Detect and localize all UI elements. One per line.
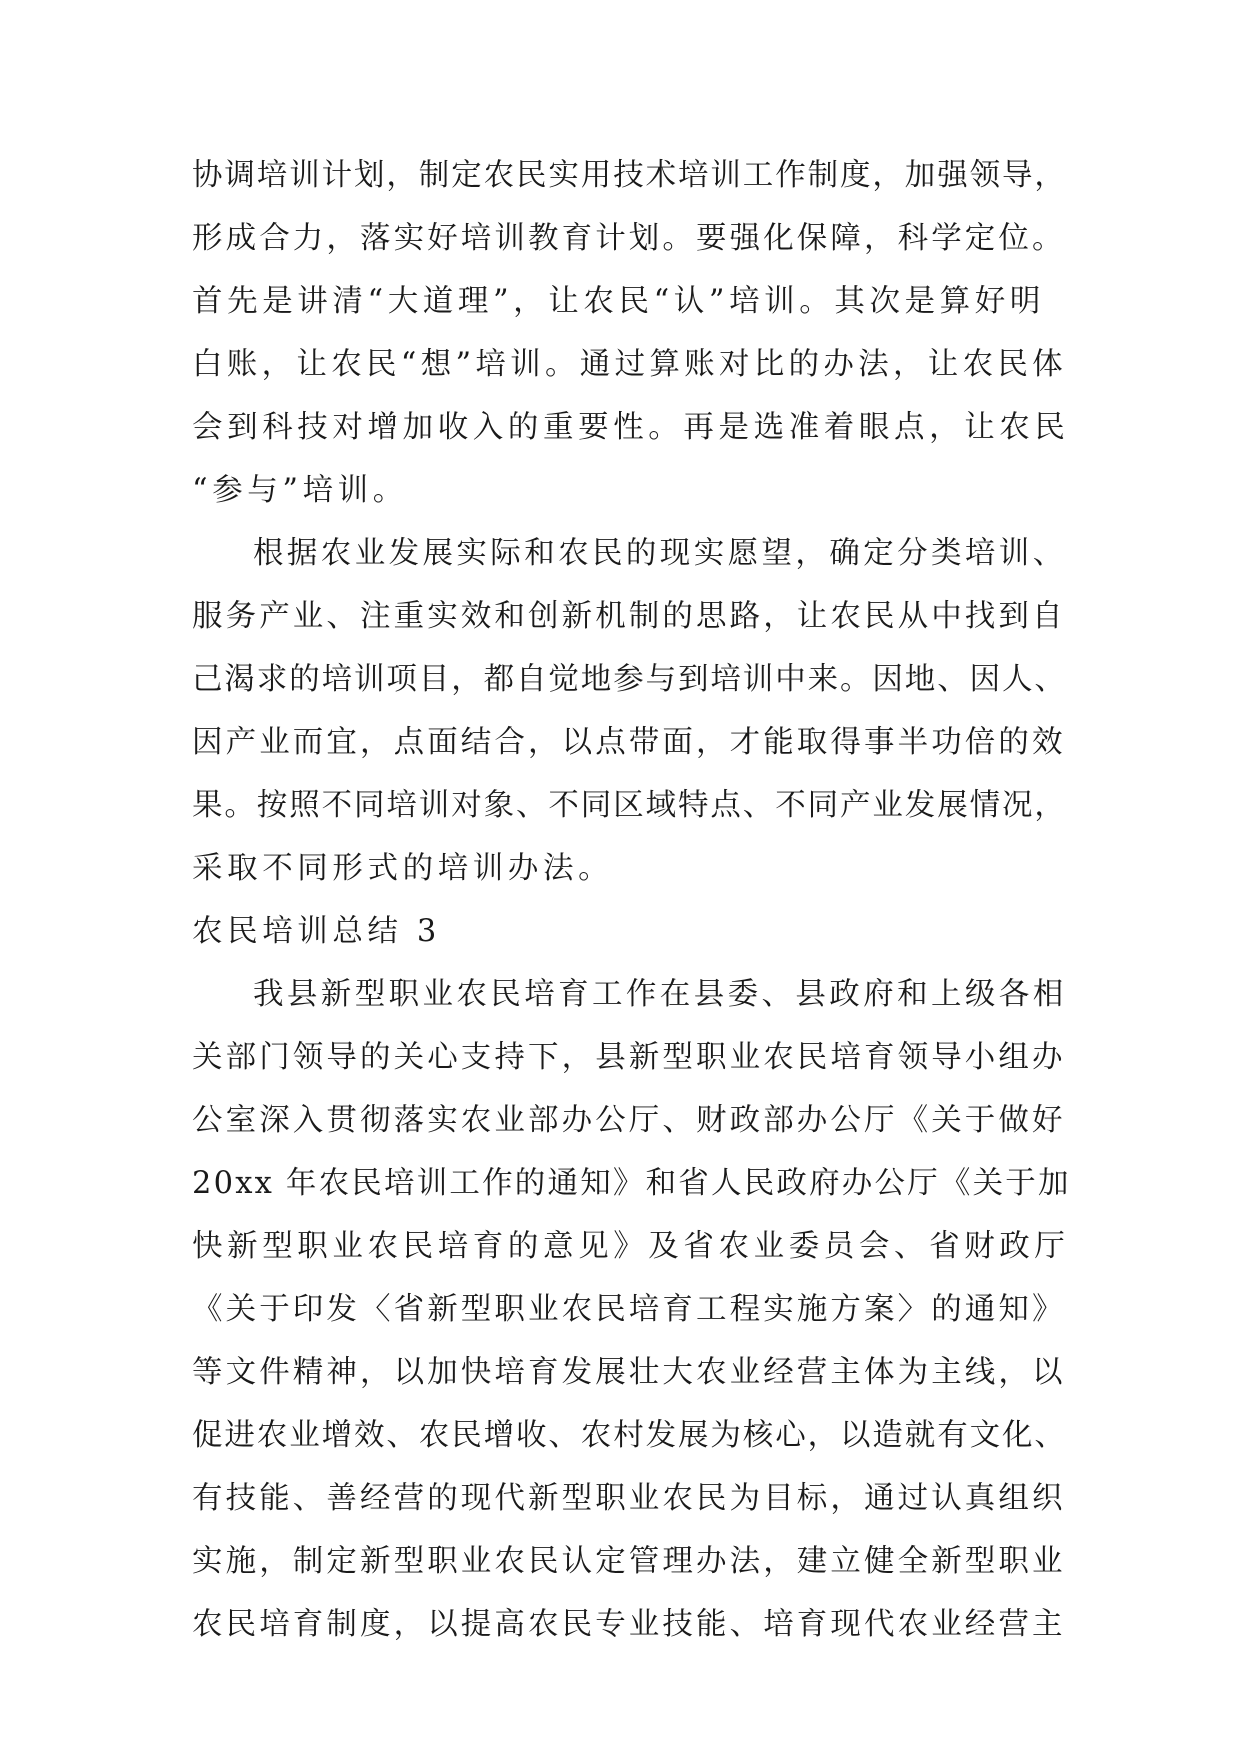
text-line: 因产业而宜，点面结合，以点带面，才能取得事半功倍的效 <box>192 725 1066 760</box>
paragraph-first-line: 我县新型职业农民培育工作在县委、县政府和上级各相 <box>253 977 1067 1012</box>
text-line: 果。按照不同培训对象、不同区域特点、不同产业发展情况， <box>192 788 1067 823</box>
text-line: 实施，制定新型职业农民认定管理办法，建立健全新型职业 <box>192 1544 1066 1579</box>
text-line: 快新型职业农民培育的意见》及省农业委员会、省财政厅 <box>192 1229 1070 1264</box>
text-line: “参与”培训。 <box>192 473 408 508</box>
section-heading: 农民培训总结 3 <box>192 914 441 949</box>
text-line: 会到科技对增加收入的重要性。再是选准着眼点，让农民 <box>192 410 1070 445</box>
text-line: 形成合力，落实好培训教育计划。要强化保障，科学定位。 <box>192 221 1066 256</box>
text-line: 农民培育制度，以提高农民专业技能、培育现代农业经营主 <box>192 1607 1066 1642</box>
text-line: 首先是讲清“大道理”，让农民“认”培训。其次是算好明 <box>192 284 1045 319</box>
text-line: 己渴求的培训项目，都自觉地参与到培训中来。因地、因人、 <box>192 662 1067 697</box>
text-line: 促进农业增效、农民增收、农村发展为核心，以造就有文化、 <box>192 1418 1067 1453</box>
text-line: 服务产业、注重实效和创新机制的思路，让农民从中找到自 <box>192 599 1066 634</box>
paragraph-first-line: 根据农业发展实际和农民的现实愿望，确定分类培训、 <box>253 536 1067 571</box>
text-line: 《关于印发〈省新型职业农民培育工程实施方案〉的通知》 <box>192 1292 1066 1327</box>
text-line: 白账，让农民“想”培训。通过算账对比的办法，让农民体 <box>192 347 1067 382</box>
text-line: 20xx 年农民培训工作的通知》和省人民政府办公厅《关于加 <box>192 1166 1071 1201</box>
text-line: 等文件精神，以加快培育发展壮大农业经营主体为主线，以 <box>192 1355 1066 1390</box>
text-line: 采取不同形式的培训办法。 <box>192 851 614 886</box>
text-line: 公室深入贯彻落实农业部办公厅、财政部办公厅《关于做好 <box>192 1103 1066 1138</box>
text-line: 协调培训计划，制定农民实用技术培训工作制度，加强领导， <box>192 158 1067 193</box>
text-line: 关部门领导的关心支持下，县新型职业农民培育领导小组办 <box>192 1040 1066 1075</box>
text-line: 有技能、善经营的现代新型职业农民为目标，通过认真组织 <box>192 1481 1066 1516</box>
